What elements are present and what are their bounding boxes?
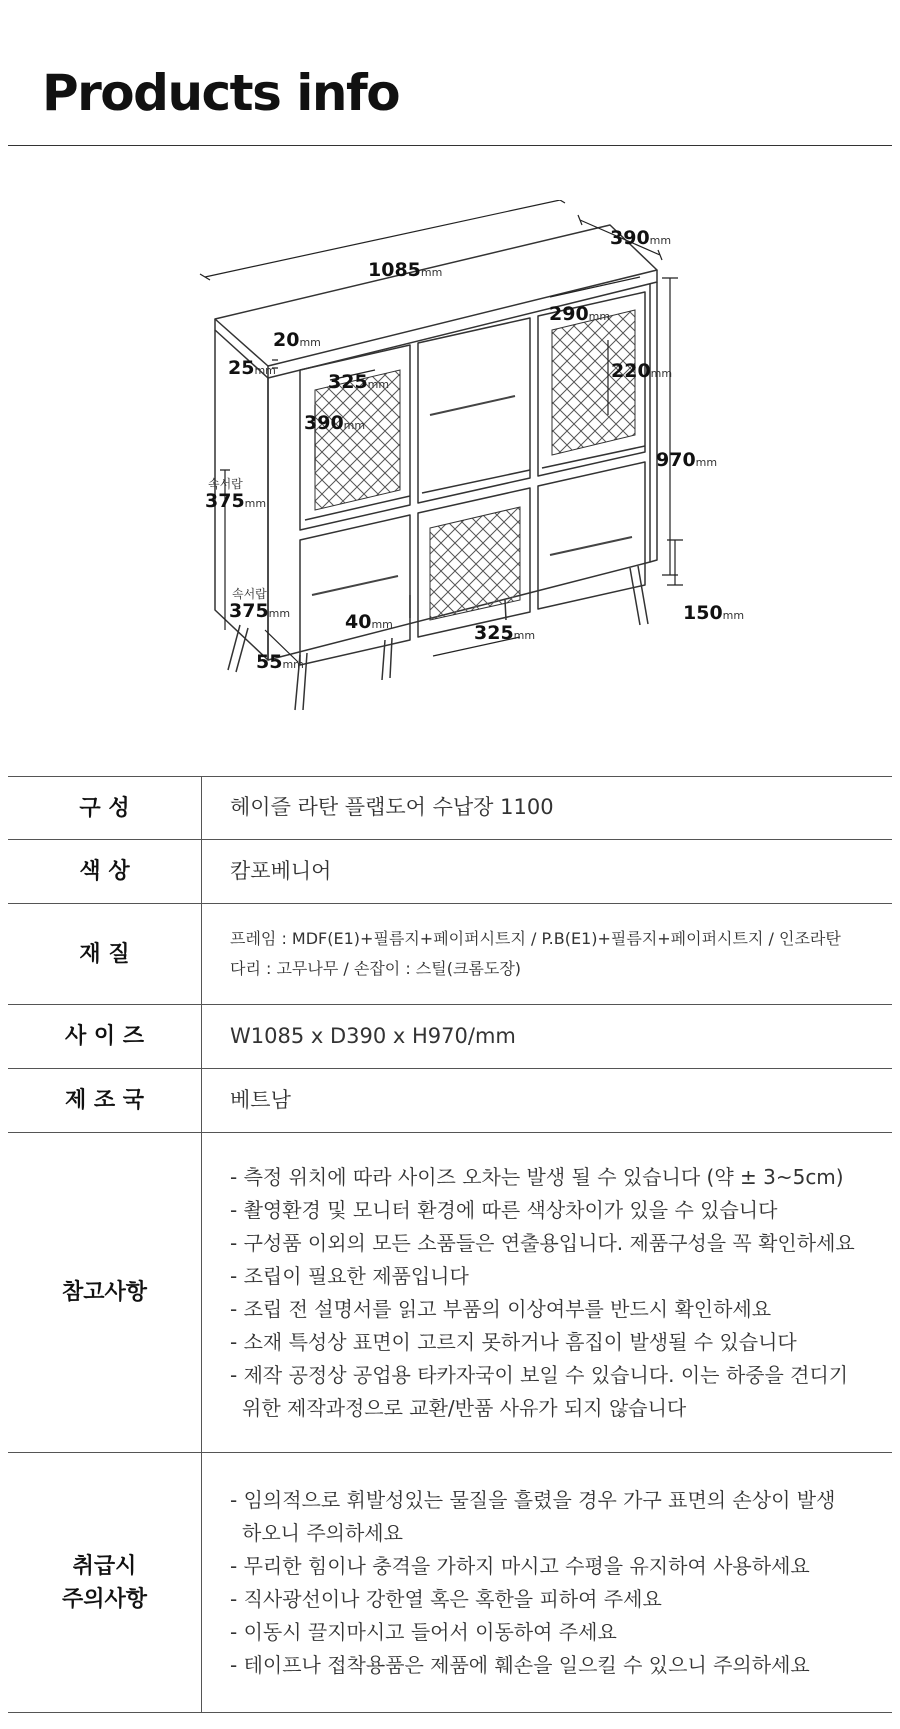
note-line: - 조립이 필요한 제품입니다	[230, 1263, 469, 1288]
dim-door-height: 390mm	[304, 412, 366, 434]
spec-row-material	[8, 904, 892, 1005]
spec-label: 제 조 국	[8, 1069, 202, 1133]
spec-label: 사 이 즈	[8, 1005, 202, 1069]
spec-value: 베트남	[202, 1069, 893, 1133]
dim-base-rail: 40mm	[345, 611, 393, 633]
spec-value: 헤이즐 라탄 플랩도어 수납장 1100	[202, 777, 893, 840]
dim-drawer-depth-1: 375mm	[205, 490, 267, 512]
spec-label: 참고사항	[8, 1133, 202, 1453]
spec-label: 구 성	[8, 777, 202, 840]
caution-line: - 테이프나 접착용품은 제품에 훼손을 일으킬 수 있으니 주의하세요	[230, 1652, 810, 1677]
spec-row-size	[8, 1005, 892, 1069]
note-line: - 소재 특성상 표면이 고르지 못하거나 흠집이 발생될 수 있습니다	[230, 1329, 797, 1354]
dim-width: 1085mm	[368, 259, 443, 281]
material-frame: 프레임 : MDF(E1)+필름지+페이퍼시트지 / P.B(E1)+필름지+페이퍼시트지 / 인조라탄	[230, 928, 841, 948]
dim-drawer-depth-1-caption: 속서랍	[208, 477, 243, 491]
dim-top-overhang: 25mm	[228, 357, 276, 379]
page-title: Products info	[42, 64, 400, 122]
note-line: - 제작 공정상 공업용 타카자국이 보일 수 있습니다. 이는 하중을 견디기	[230, 1362, 849, 1387]
spec-value: W1085 x D390 x H970/mm	[202, 1005, 893, 1069]
dim-drawer-depth-2: 375mm	[229, 600, 291, 622]
title-divider	[8, 145, 892, 146]
product-spec-table	[8, 776, 892, 1713]
dim-top-thickness: 20mm	[273, 329, 321, 351]
dim-depth: 390mm	[610, 227, 672, 249]
spec-row-composition	[8, 777, 892, 840]
note-line: - 조립 전 설명서를 읽고 부품의 이상여부를 반드시 확인하세요	[230, 1296, 772, 1321]
spec-row-notes	[8, 1133, 892, 1453]
spec-label: 재 질	[8, 904, 202, 1005]
dim-door-width: 325mm	[328, 371, 390, 393]
spec-value	[202, 904, 893, 1005]
note-line: - 촬영환경 및 모니터 환경에 따른 색상차이가 있을 수 있습니다	[230, 1197, 778, 1222]
note-line: - 구성품 이외의 모든 소품들은 연출용입니다. 제품구성을 꼭 확인하세요	[230, 1230, 855, 1255]
spec-value	[202, 1133, 893, 1453]
cabinet-dimension-diagram	[0, 200, 900, 730]
caution-line: - 직사광선이나 강한열 혹은 혹한을 피하여 주세요	[230, 1586, 662, 1611]
dim-rattan-width: 290mm	[549, 303, 611, 325]
spec-value	[202, 1453, 893, 1713]
caution-line: - 무리한 힘이나 충격을 가하지 마시고 수평을 유지하여 사용하세요	[230, 1553, 810, 1578]
dim-total-height: 970mm	[656, 449, 718, 471]
dim-rattan-height: 220mm	[611, 360, 673, 382]
spec-row-caution	[8, 1453, 892, 1713]
note-line: 위한 제작과정으로 교환/반품 사유가 되지 않습니다	[242, 1395, 687, 1420]
caution-line: - 임의적으로 휘발성있는 물질을 흘렸을 경우 가구 표면의 손상이 발생	[230, 1487, 836, 1512]
dim-drawer-depth-2-caption: 속서랍	[232, 587, 267, 601]
dim-leg-height: 150mm	[683, 602, 745, 624]
spec-value: 캄포베니어	[202, 840, 893, 904]
note-line: - 측정 위치에 따라 사이즈 오차는 발생 될 수 있습니다 (약 ± 3~5cm)	[230, 1164, 844, 1189]
material-legs: 다리 : 고무나무 / 손잡이 : 스틸(크롬도장)	[230, 959, 522, 978]
cabinet-leg	[228, 625, 248, 672]
spec-label: 색 상	[8, 840, 202, 904]
caution-line: 하오니 주의하세요	[242, 1520, 403, 1545]
spec-label: 취급시 주의사항	[8, 1453, 202, 1713]
spec-row-origin	[8, 1069, 892, 1133]
dim-leg-inset: 55mm	[256, 651, 304, 673]
caution-line: - 이동시 끌지마시고 들어서 이동하여 주세요	[230, 1619, 617, 1644]
spec-row-color	[8, 840, 892, 904]
dim-bottom-door-width: 325mm	[474, 622, 536, 644]
